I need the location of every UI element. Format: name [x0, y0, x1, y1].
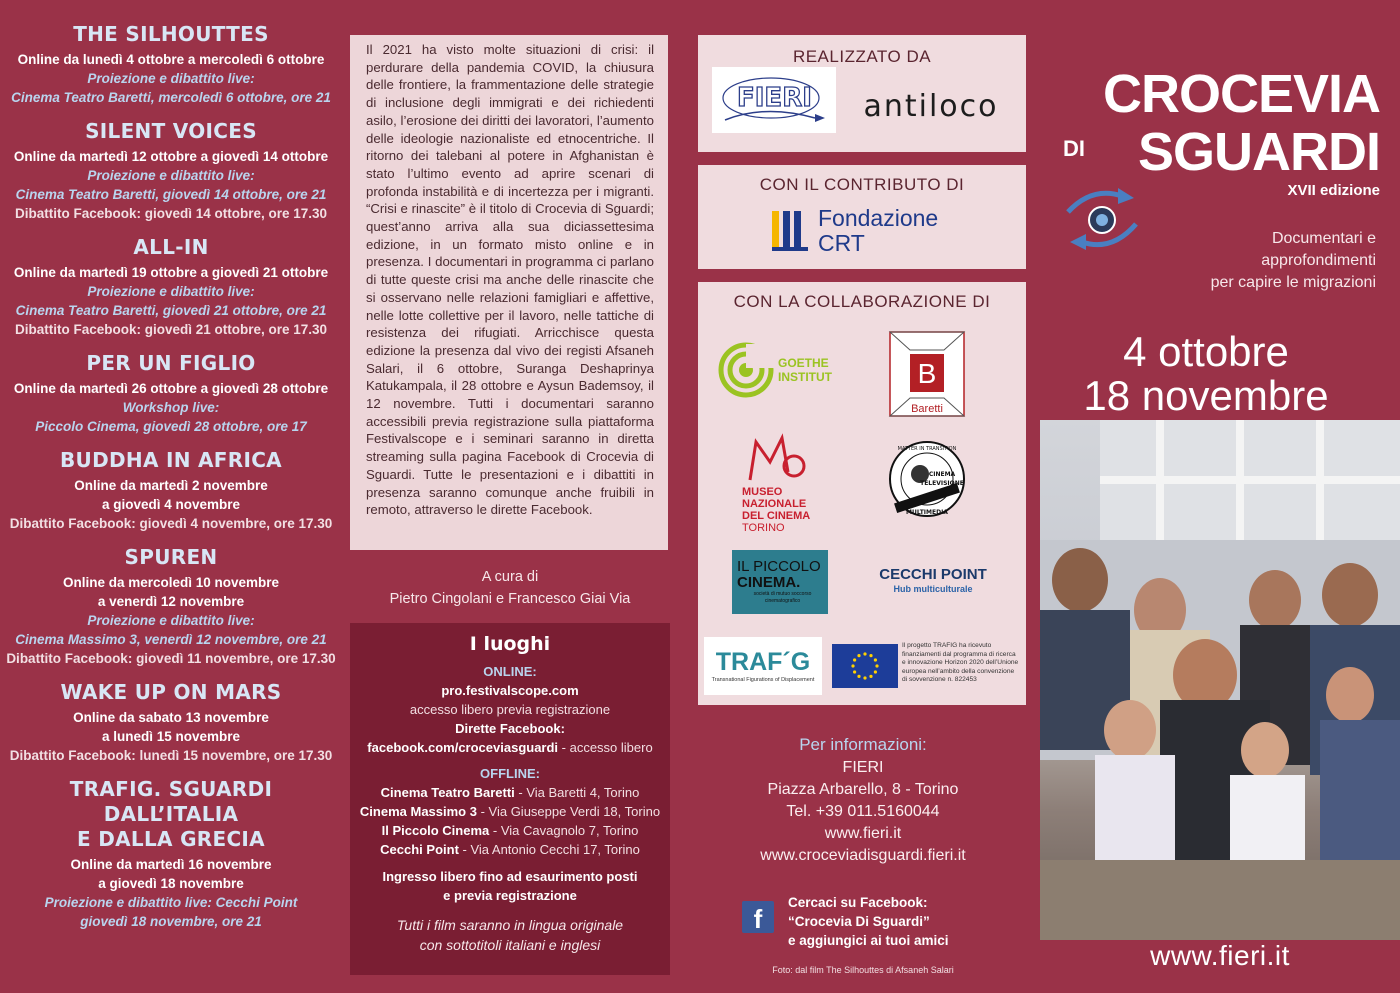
- venue-item: [350, 840, 670, 859]
- info-site-link[interactable]: www.fieri.it: [824, 825, 902, 842]
- facebook-note: - accesso libero: [558, 740, 653, 755]
- subtitle-line-1: Documentari e: [1271, 230, 1376, 247]
- film-schedule-line: Cinema Massimo 3, venerdì 12 novembre, ore 21: [15, 632, 327, 647]
- program-entry: [0, 235, 342, 339]
- cecchi-point-logo: [858, 558, 1008, 602]
- trafig-logo: [704, 637, 822, 695]
- film-title: PER UN FIGLIO: [86, 351, 256, 375]
- date-end: 18 novembre: [1083, 372, 1329, 419]
- film-schedule-line: Proiezione e dibattito live:: [87, 168, 255, 183]
- venues-box: [350, 623, 670, 975]
- online-note: accesso libero previa registrazione: [409, 702, 611, 717]
- offline-heading: OFFLINE:: [480, 766, 540, 781]
- film-title: THE SILHOUTTES: [73, 22, 269, 46]
- festival-title: [1060, 64, 1380, 199]
- language-note-line-2: con sottotitoli italiani e inglesi: [419, 937, 601, 953]
- date-start: 4 ottobre: [1123, 328, 1289, 375]
- film-reel-icon: [884, 438, 970, 520]
- film-schedule-line: Online da martedì 26 ottobre a giovedì 28 ottobre: [13, 381, 329, 396]
- program-entry: [0, 22, 342, 107]
- antiloco-logo: [856, 83, 1006, 129]
- facebook-line: [350, 738, 670, 757]
- film-schedule-line: Online da sabato 13 novembre: [73, 710, 269, 725]
- facebook-heading: Dirette Facebook:: [455, 721, 565, 736]
- museo-line-1: MUSEO: [742, 486, 783, 498]
- venue-item: [350, 783, 670, 802]
- website-link[interactable]: www.fieri.it: [1150, 940, 1290, 971]
- film-schedule-line: Cinema Teatro Baretti, mercoledì 6 ottobre, ore 21: [11, 90, 331, 105]
- museo-line-2: NAZIONALE: [742, 498, 807, 510]
- info-block: [698, 733, 1028, 867]
- museo-mark-icon: [742, 432, 812, 486]
- facebook-callout-line-2: “Crocevia Di Sguardi”: [788, 914, 930, 929]
- online-heading: ONLINE:: [483, 664, 537, 679]
- contributo-panel: [698, 165, 1026, 269]
- antiloco-logo-text: antiloco: [863, 88, 999, 124]
- film-schedule-line: Dibattito Facebook: giovedì 11 novembre, ore 17.30: [6, 651, 336, 666]
- film-title: SILENT VOICES: [85, 119, 257, 143]
- collaborazione-title: CON LA COLLABORAZIONE DI: [733, 292, 991, 311]
- film-schedule-line: Dibattito Facebook: giovedì 21 ottobre, ore 17.30: [14, 322, 328, 337]
- baretti-logo-graphic: [884, 326, 970, 422]
- program-entry: [0, 351, 342, 436]
- info-address: Piazza Arbarello, 8 - Torino: [767, 781, 959, 798]
- program-column: [0, 22, 342, 943]
- program-entry: [0, 119, 342, 223]
- program-entry: [0, 777, 342, 931]
- info-festival-link[interactable]: www.croceviadisguardi.fieri.it: [760, 847, 966, 864]
- festival-subtitle: [1130, 228, 1376, 294]
- fieri-logo-graphic: [715, 70, 833, 130]
- cinema-tv-line-1: CINEMA: [928, 471, 956, 478]
- film-title: SPUREN: [124, 545, 218, 569]
- eu-funding-text: Il progetto TRAFIG ha ricevuto finanziamenti dal programma di ricerca e innovazione Horizon 2020 dell’Unione europea nell’ambito della convenzione di sovvenzione n. 822453: [902, 642, 1019, 683]
- language-note: [350, 915, 670, 955]
- film-schedule-line: Cinema Teatro Baretti, giovedì 14 ottobre, ore 21: [15, 187, 327, 202]
- contributo-title: CON IL CONTRIBUTO DI: [759, 175, 965, 194]
- film-title: WAKE UP ON MARS: [60, 680, 282, 704]
- curator-label: A cura di: [481, 569, 539, 585]
- collaborazione-panel: [698, 282, 1026, 705]
- family-photo: [1040, 420, 1400, 940]
- title-crocevia: CROCEVIA: [1102, 64, 1380, 124]
- cinema-tv-logo: [884, 438, 970, 520]
- subtitle-line-3: per capire le migrazioni: [1210, 274, 1376, 291]
- ingresso-line-1: Ingresso libero fino ad esaurimento posti: [382, 869, 638, 884]
- trafig-text: TRAF´G: [715, 648, 811, 676]
- baretti-logo: [884, 326, 970, 422]
- title-sguardi: SGUARDI: [1137, 122, 1380, 182]
- venue-item: [350, 821, 670, 840]
- piccolo-cinema-logo: [732, 550, 828, 614]
- film-schedule-line: Dibattito Facebook: giovedì 4 novembre, ore 17.30: [9, 516, 333, 531]
- family-photo-graphic: [1040, 420, 1400, 940]
- film-title: TRAFIG. SGUARDI DALL’ITALIA E DALLA GRECIA: [69, 777, 273, 851]
- film-schedule-line: Online da martedì 19 ottobre a giovedì 21 ottobre: [13, 265, 329, 280]
- facebook-callout-text: [788, 893, 949, 950]
- film-schedule-line: Dibattito Facebook: lunedì 15 novembre, ore 17.30: [9, 748, 333, 763]
- film-schedule-line: Cinema Teatro Baretti, giovedì 21 ottobre, ore 21: [15, 303, 327, 318]
- film-schedule-line: a venerdì 12 novembre: [97, 594, 245, 609]
- cinema-tv-line-3: MULTIMEDIA: [906, 509, 948, 516]
- film-schedule-line: Dibattito Facebook: giovedì 14 ottobre, ore 17.30: [14, 206, 328, 221]
- film-schedule-line: Workshop live:: [122, 400, 220, 415]
- film-schedule-line: Proiezione e dibattito live:: [87, 284, 255, 299]
- venue-name: Cinema Massimo 3: [359, 804, 477, 819]
- film-schedule-line: Piccolo Cinema, giovedì 28 ottobre, ore 17: [35, 419, 307, 434]
- museo-line-4: TORINO: [742, 522, 785, 534]
- photo-credit: Foto: dal film The Silhouttes di Afsaneh Salari: [772, 965, 954, 975]
- facebook-icon[interactable]: f: [742, 901, 774, 933]
- venue-name: Cecchi Point: [380, 842, 459, 857]
- intro-text: Il 2021 ha visto molte situazioni di crisi: il perdurare della pandemia COVID, la chiusura delle frontiere, la frammentazione delle strategie di inclusione degli immigrati e dei richiedenti asilo, l’erosione dei diritti dei lavoratori, l’aumento delle ideologie nazionaliste ed etnocentriche. Il ritorno dei talebani al potere in Afghanistan è stato l’ultimo evento ad aprire scenari di profonda instabilità e di incertezza per i migranti. “Crisi e rinascite” è il titolo di Crocevia di Sguardi; quest’anno arriva alla sua diciassettesima edizione, in un formato misto online e in presenza. I documentari in programma ci parlano di tutte queste crisi ma anche delle rinascite che si osservano nelle relazioni famigliari e affettive, nelle lotte collettive per il lavoro, nelle tattiche di resistenza dei rifugiati. Arricchisce questa edizione la presenza dal vivo dei registi Afsaneh Salari, il 6 ottobre, Suranga Deshaprinya Katukampala, il 28 ottobre e Aysun Bademsoy, il 12 novembre. Tutti i documentari saranno accessibili previa registrazione sulla piattaforma Festivalscope e i seminari saranno in diretta streaming sulla pagina Facebook di Crocevia di Sguardi. Tutte le presentazioni e i dibattiti in presenza saranno comunque anche fruibili in remoto, attraverso le dirette Facebook.: [350, 35, 668, 550]
- venue-address: - Via Baretti 4, Torino: [514, 785, 640, 800]
- baretti-name: Baretti: [911, 403, 943, 415]
- venue-name: Il Piccolo Cinema: [381, 823, 490, 838]
- trafig-subtext: Transnational Figurations of Displacement: [711, 677, 815, 683]
- program-entry: [0, 545, 342, 668]
- fieri-logo-text: FIERI: [737, 83, 812, 113]
- edition-label: XVII edizione: [1287, 182, 1380, 199]
- cecchi-line-1: CECCHI POINT: [879, 565, 987, 583]
- film-schedule-line: Proiezione e dibattito live:: [87, 71, 255, 86]
- film-schedule-line: Proiezione e dibattito live:: [87, 613, 255, 628]
- online-site-link[interactable]: pro.festivalscope.com: [441, 683, 579, 698]
- film-schedule-line: Online da martedì 16 novembre: [70, 857, 272, 872]
- film-schedule-line: giovedì 18 novembre, ore 21: [80, 914, 262, 929]
- eu-stars-icon: [843, 650, 887, 682]
- info-org: FIERI: [842, 759, 884, 776]
- crt-line-2: CRT: [818, 230, 865, 256]
- info-phone[interactable]: Tel. +39 011.5160044: [786, 803, 940, 820]
- piccolo-line-1: IL PICCOLO: [737, 558, 821, 575]
- facebook-callout-line-3: e aggiungici ai tuoi amici: [788, 933, 949, 948]
- title-di: DI: [1063, 136, 1085, 161]
- curator-names: Pietro Cingolani e Francesco Giai Via: [389, 591, 631, 607]
- film-schedule-line: a giovedì 18 novembre: [98, 876, 244, 891]
- program-entry: [0, 680, 342, 765]
- museo-cinema-logo: [742, 428, 832, 538]
- curator-block: [350, 566, 670, 610]
- facebook-callout[interactable]: [742, 893, 1032, 953]
- eu-flag-icon: [832, 644, 898, 688]
- film-schedule-line: Online da lunedì 4 ottobre a mercoledì 6 ottobre: [17, 52, 325, 67]
- cinema-tv-line-2: TELEVISIONE: [920, 480, 964, 487]
- goethe-line-1: GOETHE: [778, 356, 829, 370]
- ingresso-line-2: e previa registrazione: [443, 888, 577, 903]
- cecchi-line-2: Hub multiculturale: [893, 583, 973, 594]
- subtitle-line-2: approfondimenti: [1261, 252, 1376, 269]
- facebook-callout-line-1: Cercaci su Facebook:: [788, 895, 928, 910]
- venues-title: I luoghi: [469, 633, 551, 655]
- venue-address: - Via Giuseppe Verdi 18, Torino: [476, 804, 661, 819]
- piccolo-line-2: CINEMA.: [737, 574, 801, 591]
- fondazione-crt-logo: [768, 203, 968, 259]
- goethe-line-2: INSTITUT: [778, 370, 832, 384]
- film-schedule-line: Proiezione e dibattito live: Cecchi Point: [44, 895, 298, 910]
- realizzato-panel: [698, 35, 1026, 152]
- film-schedule-line: Online da martedì 2 novembre: [74, 478, 268, 493]
- museo-line-3: DEL CINEMA: [742, 510, 811, 522]
- crt-mark-icon: [768, 207, 812, 255]
- venue-name: Cinema Teatro Baretti: [380, 785, 515, 800]
- venue-item: [350, 802, 670, 821]
- venue-address: - Via Antonio Cecchi 17, Torino: [458, 842, 640, 857]
- film-title: BUDDHA IN AFRICA: [60, 448, 282, 472]
- goethe-swirl-icon: [718, 342, 774, 398]
- info-heading: Per informazioni:: [799, 735, 927, 754]
- realizzato-title: REALIZZATO DA: [792, 47, 932, 66]
- baretti-letter: B: [917, 358, 937, 389]
- fieri-logo: [712, 67, 836, 133]
- venue-address: - Via Cavagnolo 7, Torino: [489, 823, 639, 838]
- program-entry: [0, 448, 342, 533]
- goethe-logo: [718, 340, 858, 400]
- venue-list: [350, 783, 670, 859]
- film-title: ALL-IN: [133, 235, 209, 259]
- language-note-line-1: Tutti i film saranno in lingua originale: [396, 917, 624, 933]
- film-schedule-line: Online da mercoledì 10 novembre: [62, 575, 280, 590]
- film-schedule-line: a giovedì 4 novembre: [101, 497, 241, 512]
- crt-line-1: Fondazione: [818, 205, 939, 231]
- piccolo-line-3: società di mutuo soccorso cinematografico: [753, 591, 812, 604]
- film-schedule-line: Online da martedì 12 ottobre a giovedì 14 ottobre: [13, 149, 329, 164]
- matter-text: MATTER IN TRANSITION: [897, 446, 957, 452]
- facebook-site-link[interactable]: facebook.com/croceviasguardi: [367, 740, 559, 755]
- film-schedule-line: a lunedì 15 novembre: [101, 729, 241, 744]
